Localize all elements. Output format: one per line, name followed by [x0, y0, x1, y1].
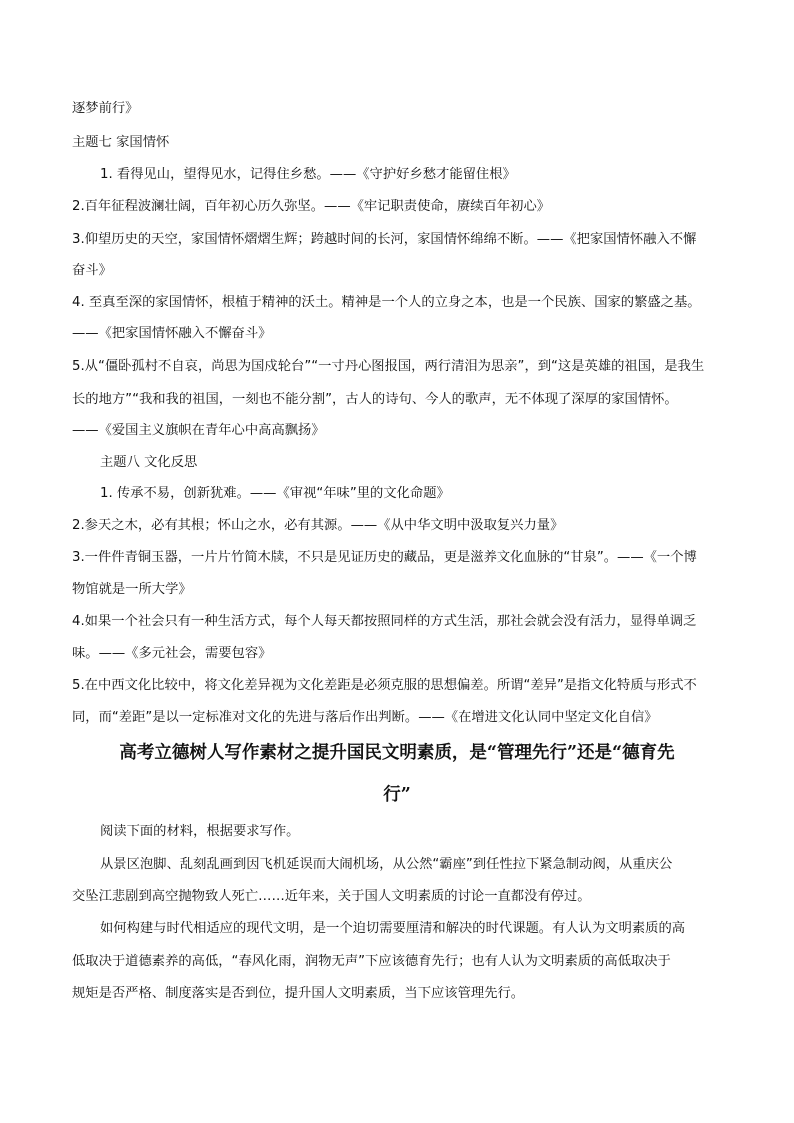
body-paragraph: 如何构建与时代相适应的现代文明，是一个迫切需要厘清和解决的时代课题。有人认为文明素质的高 — [100, 921, 686, 936]
text-line: 4.如果一个社会只有一种生活方式，每个人每天都按照同样的方式生活，那社会就会没有活力，显得单调乏 — [72, 614, 697, 629]
text-line: 4. 至真至深的家国情怀，根植于精神的沃土。精神是一个人的立身之本，也是一个民族、国家的繁盛之基。 — [72, 295, 701, 310]
text-line: ——《爱国主义旗帜在青年心中高高飘扬》 — [72, 423, 325, 438]
text-line: 5.在中西文化比较中，将文化差异视为文化差距是必须克服的思想偏差。所谓“差异”是指文化特质与形式不 — [72, 678, 697, 693]
text-line: 同，而“差距”是以一定标准对文化的先进与落后作出判断。——《在增进文化认同中坚定文化自信》 — [72, 710, 658, 725]
text-line: 3.仰望历史的天空，家国情怀熠熠生辉；跨越时间的长河，家国情怀绵绵不断。——《把家国情怀融入不懈 — [72, 232, 697, 247]
text-line: 奋斗》 — [72, 263, 112, 278]
text-line: 逐梦前行》 — [72, 101, 139, 116]
text-line: 味。——《多元社会，需要包容》 — [72, 646, 272, 661]
text-line: 1. 看得见山，望得见水，记得住乡愁。——《守护好乡愁才能留住根》 — [100, 167, 516, 182]
text-line: 3.一件件青铜玉器，一片片竹简木牍，不只是见证历史的藏品，更是滋养文化血脉的“甘泉”。——《一个博 — [72, 550, 697, 565]
body-paragraph: 低取决于道德素养的高低，“春风化雨，润物无声”下应该德育先行；也有人认为文明素质的高低取决于 — [72, 954, 671, 969]
section-heading-7: 主题七 家国情怀 — [72, 135, 170, 150]
text-line: 2.百年征程波澜壮阔，百年初心历久弥坚。——《牢记职责使命，赓续百年初心》 — [72, 199, 551, 214]
section-title: 高考立德树人写作素材之提升国民文明素质，是“管理先行”还是“德育先 — [119, 743, 675, 763]
text-line: 物馆就是一所大学》 — [72, 582, 192, 597]
body-paragraph: 阅读下面的材料，根据要求写作。 — [100, 824, 300, 839]
section-heading-8: 主题八 文化反思 — [100, 455, 198, 470]
section-title-continued: 行” — [383, 785, 411, 805]
text-line: 2.参天之木，必有其根；怀山之水，必有其源。——《从中华文明中汲取复兴力量》 — [72, 518, 564, 533]
text-line: 5.从“僵卧孤村不自哀，尚思为国戍轮台”“一寸丹心图报国，两行清泪为思亲”，到“这是英雄的祖国，是我生 — [72, 359, 705, 374]
body-paragraph: 从景区泡脚、乱刻乱画到因飞机延误而大闹机场，从公然“霸座”到任性拉下紧急制动阀，从重庆公 — [100, 857, 673, 872]
body-paragraph: 规矩是否严格、制度落实是否到位，提升国人文明素质，当下应该管理先行。 — [72, 986, 525, 1001]
text-line: 1. 传承不易，创新犹难。——《审视“年味”里的文化命题》 — [100, 486, 450, 501]
body-paragraph: 交坠江悲剧到高空抛物致人死亡……近年来，关于国人文明素质的讨论一直都没有停过。 — [72, 889, 591, 904]
text-line: 长的地方”“我和我的祖国，一刻也不能分割”，古人的诗句、今人的歌声，无不体现了深厚的家国情怀。 — [72, 392, 678, 407]
text-line: ——《把家国情怀融入不懈奋斗》 — [72, 326, 272, 341]
